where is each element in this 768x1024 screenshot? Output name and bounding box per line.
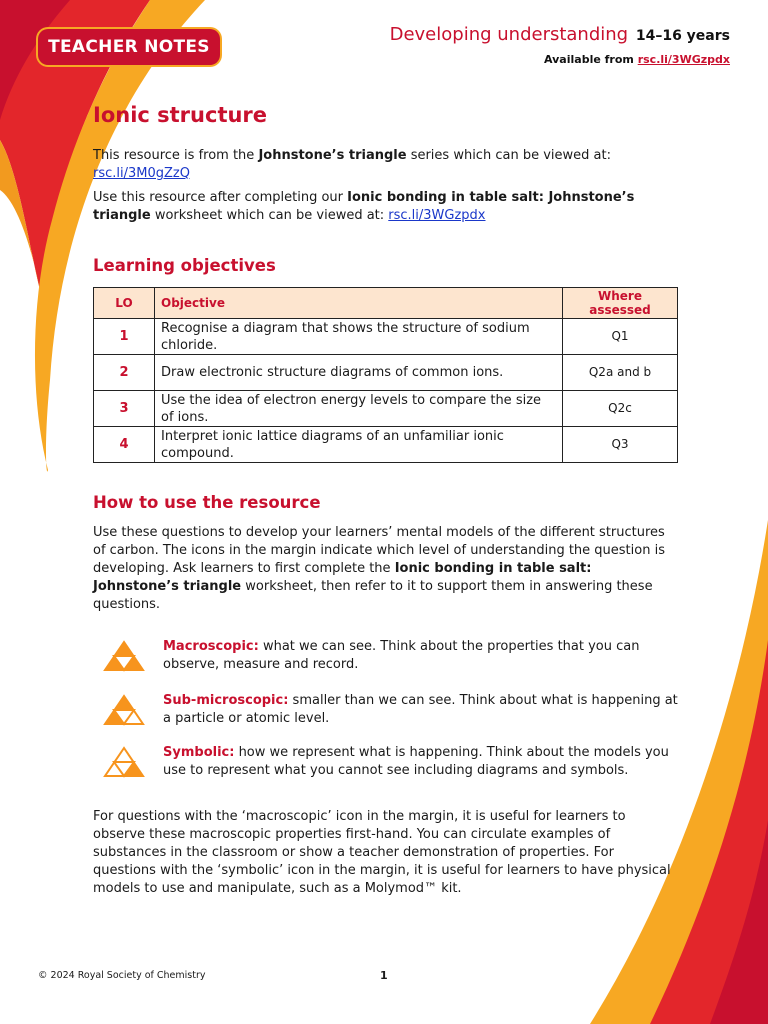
how-to-use-text: worksheet, then refer to it to support them in answering these questions.	[93, 579, 653, 612]
lo-number: 4	[94, 427, 155, 463]
triangle-right-icon	[103, 744, 145, 780]
worksheet-name-bold: Ionic bonding in table salt: Johnstone’s triangle	[93, 561, 592, 594]
available-from	[390, 53, 730, 66]
learning-objectives-heading: Learning objectives	[93, 256, 276, 275]
series-name-bold: Johnstone’s triangle	[258, 148, 407, 163]
intro-text: series which can be viewed at:	[406, 148, 611, 163]
column-header-assessed: Where assessed	[563, 288, 678, 319]
level-description	[163, 692, 678, 728]
table-row	[94, 355, 678, 391]
intro-text: Use this resource after completing our	[93, 190, 348, 205]
objective-text: Interpret ionic lattice diagrams of an unfamiliar ionic compound.	[155, 427, 563, 463]
where-assessed: Q2c	[563, 391, 678, 427]
series-title	[390, 24, 730, 45]
how-to-use-text: Use these questions to develop your learners’ mental models of the different structures of carbon. The icons in the margin indicate which level of understanding the question is developing. Ask learners to first complete the	[93, 525, 665, 576]
where-assessed: Q3	[563, 427, 678, 463]
triangle-left-icon	[103, 692, 145, 728]
series-header	[390, 24, 730, 66]
objective-text: Use the idea of electron energy levels to compare the size of ions.	[155, 391, 563, 427]
column-header-lo: LO	[94, 288, 155, 319]
page-title: Ionic structure	[93, 103, 268, 127]
intro-paragraph-2	[93, 189, 678, 225]
level-label: Macroscopic:	[163, 639, 259, 654]
how-to-use-heading: How to use the resource	[93, 493, 321, 512]
lo-number: 2	[94, 355, 155, 391]
level-label: Sub-microscopic:	[163, 693, 289, 708]
intro-text: worksheet which can be viewed at:	[150, 208, 389, 223]
copyright: © 2024 Royal Society of Chemistry	[38, 970, 206, 981]
page-number: 1	[380, 969, 388, 982]
level-description	[163, 638, 678, 674]
level-text: what we can see. Think about the properties that you can observe, measure and record.	[163, 639, 640, 672]
level-text: smaller than we can see. Think about what is happening at a particle or atomic level.	[163, 693, 678, 726]
table-header-row	[94, 288, 678, 319]
level-description	[163, 744, 678, 780]
how-to-use-paragraph-2: For questions with the ‘macroscopic’ icon in the margin, it is useful for learners to observe these macroscopic properties first-hand. You can circulate examples of substances in the classroom or show a teacher demonstration of properties. For questions with the ‘symbolic’ icon in the margin, it is useful for learners to have physical models to use and manipulate, such as a Molymod™ kit.	[93, 809, 671, 896]
lo-number: 1	[94, 319, 155, 355]
series-name: Developing understanding	[389, 24, 629, 45]
table-row	[94, 391, 678, 427]
where-assessed: Q2a and b	[563, 355, 678, 391]
column-header-objective: Objective	[155, 288, 563, 319]
level-label: Symbolic:	[163, 745, 235, 760]
worksheet-name-bold: Ionic bonding in table salt: Johnstone’s triangle	[93, 190, 635, 223]
teacher-notes-badge: TEACHER NOTES	[38, 29, 220, 65]
available-prefix: Available from	[544, 53, 634, 66]
table-row	[94, 427, 678, 463]
age-range: 14–16 years	[635, 28, 730, 44]
worksheet-link[interactable]: rsc.li/3WGzpdx	[388, 208, 486, 223]
learning-objectives-table	[93, 287, 678, 463]
intro-paragraph-1	[93, 147, 678, 183]
table-row	[94, 319, 678, 355]
objective-text: Draw electronic structure diagrams of common ions.	[155, 355, 563, 391]
intro-text: This resource is from the	[93, 148, 259, 163]
how-to-use-paragraph-1	[93, 524, 678, 614]
objective-text: Recognise a diagram that shows the structure of sodium chloride.	[155, 319, 563, 355]
level-text: how we represent what is happening. Think about the models you use to represent what you cannot see including diagrams and symbols.	[163, 745, 669, 778]
triangle-top-icon	[103, 638, 145, 674]
series-link[interactable]: rsc.li/3M0gZzQ	[93, 166, 190, 181]
available-link[interactable]: rsc.li/3WGzpdx	[637, 53, 730, 66]
lo-number: 3	[94, 391, 155, 427]
where-assessed: Q1	[563, 319, 678, 355]
